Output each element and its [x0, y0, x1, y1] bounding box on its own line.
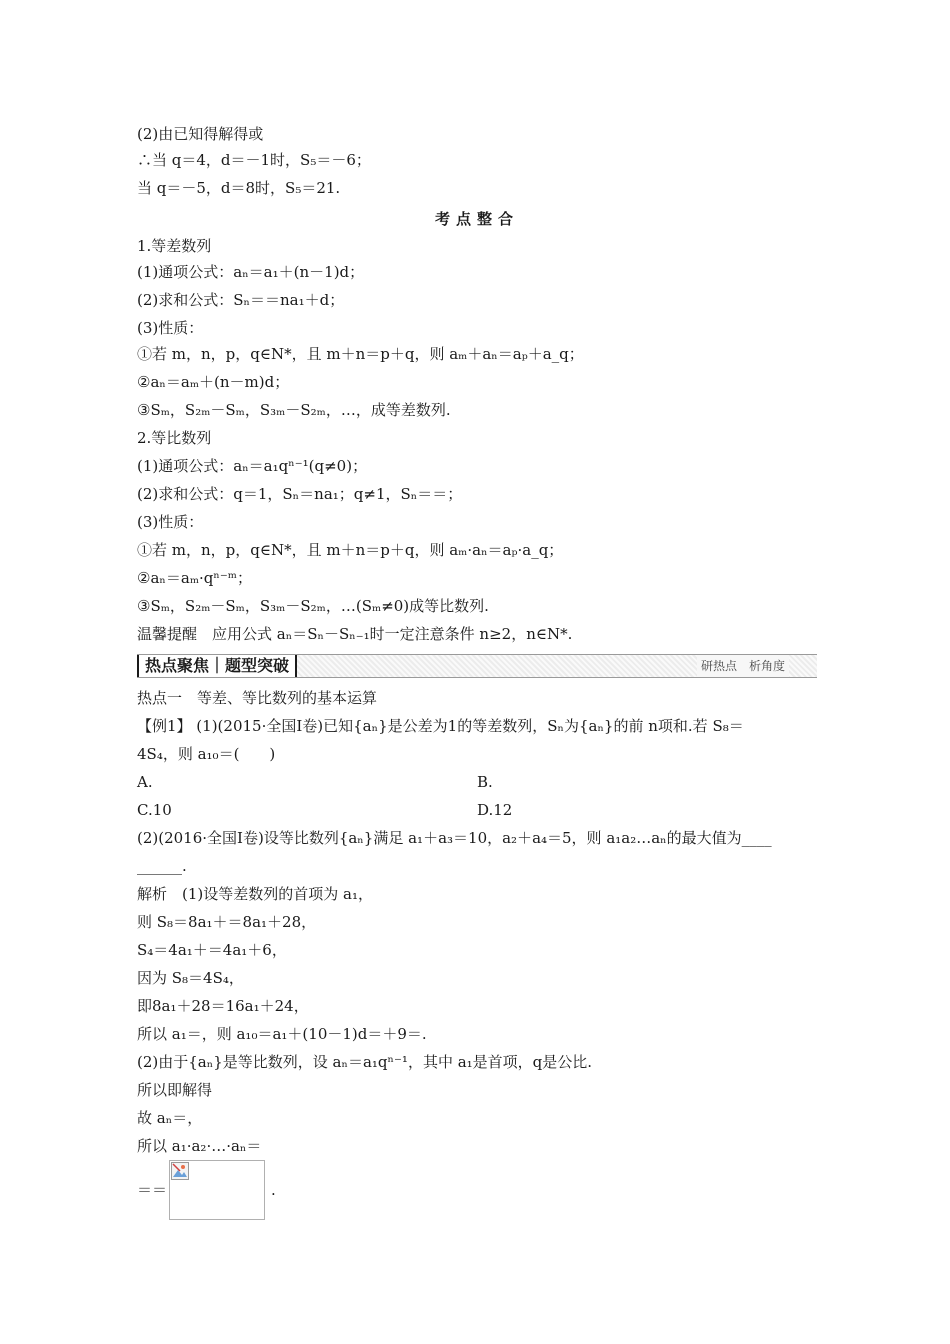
text-line: ②aₙ＝aₘ·qⁿ⁻ᵐ；	[137, 569, 252, 587]
text-line: 【例1】 (1)(2015·全国Ⅰ卷)已知{aₙ}是公差为1的等差数列，Sₙ为{aₙ}的前 n项和.若 S₈＝	[137, 717, 744, 735]
text-line: 所以 a₁＝，则 a₁₀＝a₁＋(10－1)d＝＋9＝.	[137, 1025, 427, 1043]
text-line: ③Sₘ，S₂ₘ－Sₘ，S₃ₘ－S₂ₘ，…，成等差数列.	[137, 401, 451, 419]
text-line: (1)通项公式：aₙ＝a₁qⁿ⁻¹(q≠0)；	[137, 457, 368, 475]
text-line: 解析 (1)设等差数列的首项为 a₁，	[137, 885, 373, 903]
choice-b: B.	[477, 773, 493, 791]
text-line: 所以 a₁·a₂·…·aₙ＝	[137, 1137, 262, 1155]
text-line: 当 q＝－5，d＝8时，S₅＝21.	[137, 179, 341, 197]
choice-c: C.10	[137, 801, 172, 819]
broken-image-placeholder	[169, 1160, 265, 1220]
text-line: (3)性质：	[137, 319, 204, 337]
text-line: (2)(2016·全国Ⅰ卷)设等比数列{aₙ}满足 a₁＋a₃＝10，a₂＋a₄＝5，则 a₁a₂…aₙ的最大值为____	[137, 829, 772, 847]
text-line: 则 S₈＝8a₁＋＝8a₁＋28，	[137, 913, 317, 931]
text-line: (3)性质：	[137, 513, 204, 531]
text-line: ①若 m，n，p，q∈N*，且 m＋n＝p＋q，则 aₘ·aₙ＝aₚ·a_q；	[137, 541, 564, 559]
text-line: ②aₙ＝aₘ＋(n－m)d；	[137, 373, 290, 391]
text-line: 因为 S₈＝4S₄，	[137, 969, 244, 987]
band-title: 热点聚焦｜题型突破	[137, 655, 297, 677]
text-line: ③Sₘ，S₂ₘ－Sₘ，S₃ₘ－S₂ₘ，…(Sₘ≠0)成等比数列.	[137, 597, 489, 615]
text-line: 4S₄，则 a₁₀＝( )	[137, 745, 276, 763]
text-line: (2)由已知得解得或	[137, 125, 264, 143]
text-line: (2)求和公式：Sₙ＝＝na₁＋d；	[137, 291, 345, 309]
text-line: S₄＝4a₁＋＝4a₁＋6，	[137, 941, 287, 959]
text-line: 故 aₙ＝，	[137, 1109, 203, 1127]
text-line: 热点一 等差、等比数列的基本运算	[137, 689, 378, 707]
text-line: (2)由于{aₙ}是等比数列，设 aₙ＝a₁qⁿ⁻¹，其中 a₁是首项，q是公比.	[137, 1053, 593, 1071]
text-line: (2)求和公式：q＝1，Sₙ＝na₁；q≠1，Sₙ＝＝；	[137, 485, 463, 503]
text-line: 1.等差数列	[137, 237, 212, 255]
band-subtitle: 研热点 析角度	[697, 655, 789, 677]
formula-end-period: .	[271, 1181, 276, 1199]
section-title: 考点整合	[434, 210, 519, 228]
text-line: ∴当 q＝4，d＝－1时，S₅＝－6；	[137, 151, 371, 169]
text-line: 温馨提醒 应用公式 aₙ＝Sₙ－Sₙ₋₁时一定注意条件 n≥2，n∈N*.	[137, 625, 573, 643]
section-band	[137, 654, 817, 678]
broken-image-icon	[171, 1162, 189, 1180]
choice-a: A.	[137, 773, 153, 791]
text-line: 即8a₁＋28＝16a₁＋24，	[137, 997, 309, 1015]
text-line: ①若 m，n，p，q∈N*，且 m＋n＝p＋q，则 aₘ＋aₙ＝aₚ＋a_q；	[137, 345, 584, 363]
text-line: 所以即解得	[137, 1081, 213, 1099]
text-line: (1)通项公式：aₙ＝a₁＋(n－1)d；	[137, 263, 365, 281]
text-line: ＝＝	[137, 1181, 168, 1199]
text-line: ______.	[137, 857, 187, 875]
text-line: 2.等比数列	[137, 429, 212, 447]
choice-d: D.12	[477, 801, 513, 819]
